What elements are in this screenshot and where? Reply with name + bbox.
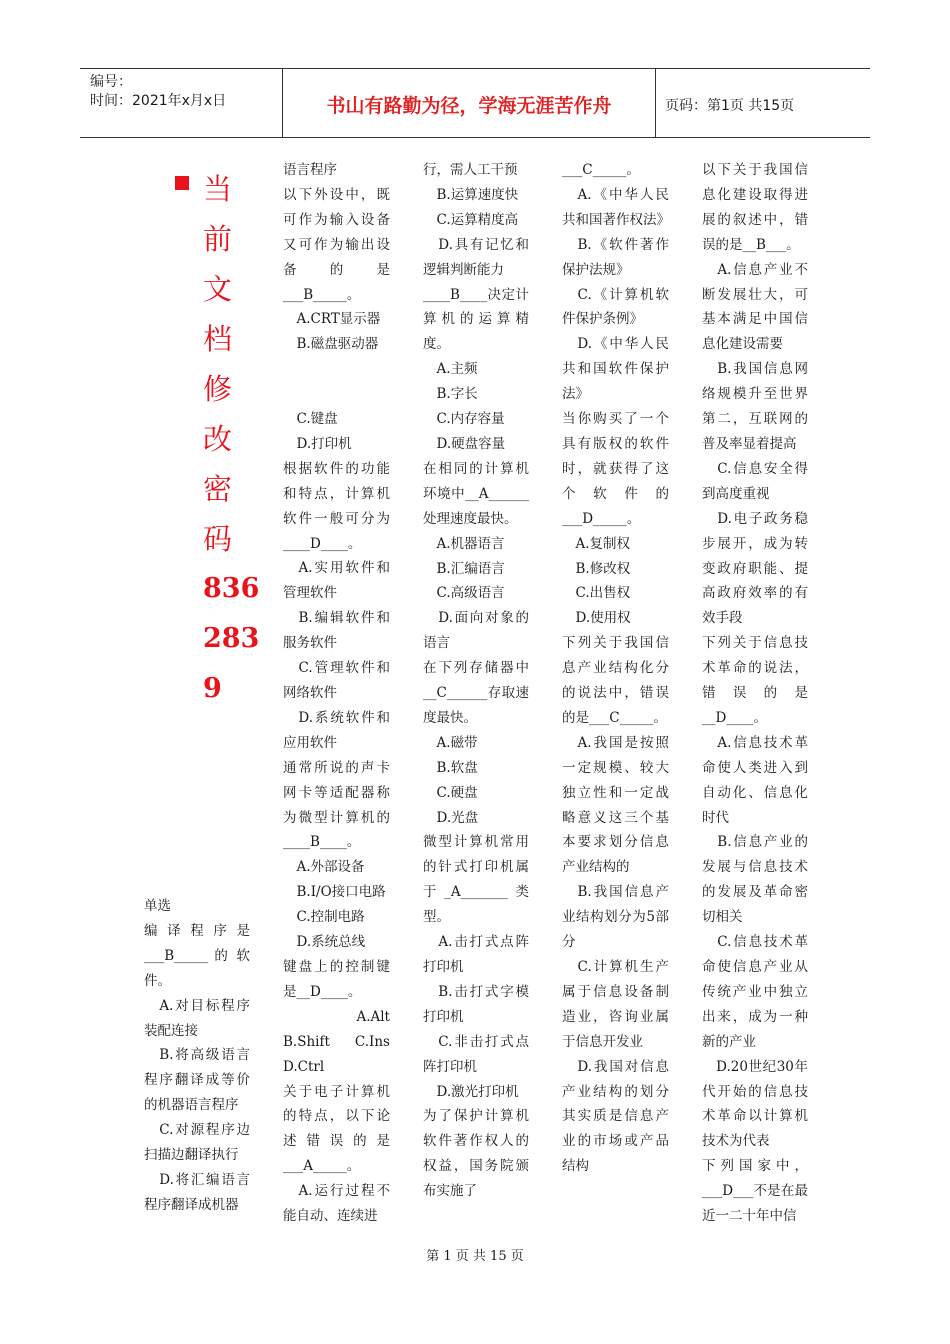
header-divider <box>655 69 656 137</box>
paragraph: C.硬盘 <box>423 784 478 801</box>
paragraph: D.电子政务稳步展开，成为转变政府职能、提高政府效率的有效手段 <box>702 510 808 627</box>
paragraph: B.信息产业的发展与信息技术的发展及革命密切相关 <box>702 834 808 926</box>
notice-char: 当 <box>203 172 233 206</box>
paragraph: D.打印机 <box>283 435 352 452</box>
notice-char: 文 <box>203 272 233 306</box>
paragraph: A.外部设备 <box>283 859 365 876</box>
header-page-info: 页码：第1页 共15页 <box>665 98 795 114</box>
paragraph: C.《计算机软件保护条例》 <box>562 286 669 328</box>
paragraph: C.管理软件和网络软件 <box>283 660 390 702</box>
paragraph: 语言程序 <box>283 162 337 178</box>
paragraph: 在相同的计算机环境中__A______处理速度最快。 <box>423 460 529 527</box>
notice-char: 密 <box>203 472 233 506</box>
paragraph: A.《中华人民共和国著作权法》 <box>562 186 670 228</box>
paragraph: B.软盘 <box>423 759 478 776</box>
password-code-part: 836 <box>203 573 260 604</box>
header-motto: 书山有路勤为径，学海无涯苦作舟 <box>326 95 612 117</box>
paragraph: C.信息安全得到高度重视 <box>702 460 808 502</box>
paragraph: B.运算速度快 <box>423 186 519 203</box>
paragraph: A.复制权 <box>562 535 631 552</box>
paragraph: D.激光打印机 <box>423 1083 519 1100</box>
paragraph: 微型计算机常用的针式打印机属于_A_______类型。 <box>423 834 529 926</box>
paragraph: A.磁带 <box>423 734 478 751</box>
paragraph: D.系统软件和应用软件 <box>283 709 390 751</box>
paragraph: ___C_____。 <box>562 162 640 178</box>
paragraph: A.击打式点阵打印机 <box>423 934 529 975</box>
paragraph: B.《软件著作保护法规》 <box>562 236 669 278</box>
paragraph: D.将汇编语言程序翻译成机器 <box>144 1171 250 1213</box>
paragraph: B.I/O接口电路 <box>283 884 386 901</box>
paragraph: 下列关于我国信息产业结构化分的说法中，错误的是___C_____。 <box>562 635 669 726</box>
paragraph: A.信息产业不断发展壮大，可基本满足中国信息化建设需要 <box>702 261 808 353</box>
paragraph: D.《中华人民共和国软件保护法》 <box>562 336 669 403</box>
paragraph: 在下列存储器中__C______存取速度最快。 <box>423 660 529 726</box>
paragraph: C.内存容量 <box>423 411 505 428</box>
page-footer: 第 1 页 共 15 页 <box>426 1249 524 1264</box>
paragraph: D.系统总线 <box>283 934 366 951</box>
paragraph: D.光盘 <box>423 809 479 826</box>
paragraph: 以下关于我国信息化建设取得进展的叙述中，错误的是__B___。 <box>702 162 808 253</box>
paragraph: 根据软件的功能和特点，计算机软件一般可分为____D____。 <box>283 460 390 552</box>
paragraph: C.信息技术革命使信息产业从传统产业中独立出来，成为一种新的产业 <box>702 934 808 1050</box>
red-square-bullet-icon <box>175 176 189 190</box>
page-header <box>80 68 870 138</box>
paragraph: C.对源程序边扫描边翻译执行 <box>144 1122 250 1164</box>
paragraph: C.运算精度高 <box>423 211 519 228</box>
paragraph: C.非击打式点阵打印机 <box>423 1033 529 1075</box>
paragraph: D.具有记忆和逻辑判断能力 <box>423 236 529 278</box>
paragraph: A.主频 <box>423 361 478 378</box>
paragraph: D.我国对信息产业结构的划分其实质是信息产业的市场或产品结构 <box>562 1058 669 1175</box>
notice-char: 改 <box>203 422 233 456</box>
paragraph: C.高级语言 <box>423 585 505 602</box>
paragraph: A.实用软件和管理软件 <box>283 560 390 602</box>
text-column-5 <box>702 158 808 1229</box>
paragraph: C.键盘 <box>283 411 338 428</box>
text-column-1 <box>144 894 250 1218</box>
password-code-part: 283 <box>203 623 260 654</box>
serial-label: 编号： <box>90 74 132 90</box>
password-code-part: 9 <box>203 673 222 704</box>
paragraph: 行，需人工干预 <box>423 162 518 178</box>
paragraph: D.面向对象的语言 <box>423 610 529 652</box>
paragraph: B.汇编语言 <box>423 560 505 577</box>
date-line: 时间：2021年x月x日 <box>90 93 227 109</box>
paragraph: 键盘上的控制键是__D____。 <box>283 958 390 1000</box>
paragraph: 通常所说的声卡网卡等适配器称为微型计算机的____B____。 <box>283 759 390 851</box>
notice-char: 档 <box>203 322 233 356</box>
paragraph: A.Alt B.Shift C.Ins D.Ctrl <box>283 1008 404 1075</box>
paragraph: A.运行过程不能自动、连续进 <box>283 1183 390 1225</box>
password-notice-text <box>203 164 260 714</box>
notice-char: 码 <box>203 522 233 556</box>
paragraph: C.计算机生产属于信息设备制造业，咨询业属于信息开发业 <box>562 959 669 1050</box>
paragraph: A.我国是按照一定规模、较大独立性和一定战略意义这三个基本要求划分信息产业结构的 <box>562 734 669 876</box>
paragraph: B.我国信息产业结构划分为5部分 <box>562 884 669 951</box>
paragraph: 为了保护计算机软件著作权人的权益，国务院颁布实施了 <box>423 1108 529 1200</box>
paragraph: B.将高级语言程序翻译成等价的机器语言程序 <box>144 1047 250 1114</box>
paragraph: A.信息技术革命使人类进入到自动化、信息化时代 <box>702 734 808 826</box>
header-left <box>90 73 226 111</box>
paragraph: B.磁盘驱动器 <box>283 336 379 353</box>
paragraph: 下列国家中，___D___不是在最近一二十年中信 <box>702 1158 808 1225</box>
notice-char: 前 <box>203 222 233 256</box>
paragraph: A.CRT显示器 <box>283 311 381 328</box>
paragraph <box>283 357 390 407</box>
paragraph: C.出售权 <box>562 585 631 602</box>
paragraph: B.字长 <box>423 386 478 403</box>
text-column-4 <box>562 158 669 1179</box>
paragraph: C.控制电路 <box>283 909 365 926</box>
paragraph: 当你购买了一个具有版权的软件时，就获得了这个软件的___D_____。 <box>562 411 669 527</box>
paragraph: ____B____决定计算机的运算精度。 <box>423 286 529 353</box>
paragraph: 编 译 程 序 是 ___B_____ 的 软件。 <box>144 922 250 989</box>
paragraph: B.修改权 <box>562 560 631 577</box>
paragraph: 关于电子计算机的特点，以下论述错误的是___A_____。 <box>283 1083 390 1175</box>
paragraph: D.硬盘容量 <box>423 435 506 452</box>
paragraph: A.对目标程序装配连接 <box>144 997 250 1039</box>
paragraph: 单选 <box>144 898 171 914</box>
notice-char: 修 <box>203 372 233 406</box>
paragraph: 下列关于信息技术革命的说法，错误的是__D____。 <box>702 635 808 726</box>
paragraph: D.使用权 <box>562 610 631 627</box>
text-column-2 <box>283 158 404 1229</box>
paragraph: B.编辑软件和服务软件 <box>283 610 390 652</box>
paragraph: B.我国信息网络规模升至世界第二，互联网的普及率显着提高 <box>702 361 808 452</box>
text-column-3 <box>423 158 529 1204</box>
paragraph: B.击打式字模打印机 <box>423 983 529 1025</box>
paragraph: A.机器语言 <box>423 535 505 552</box>
paragraph: 以下外设中，既可作为输入设备又可作为输出设备的是___B_____。 <box>283 186 390 303</box>
paragraph: D.20世纪30年代开始的信息技术革命以计算机技术为代表 <box>702 1058 808 1150</box>
